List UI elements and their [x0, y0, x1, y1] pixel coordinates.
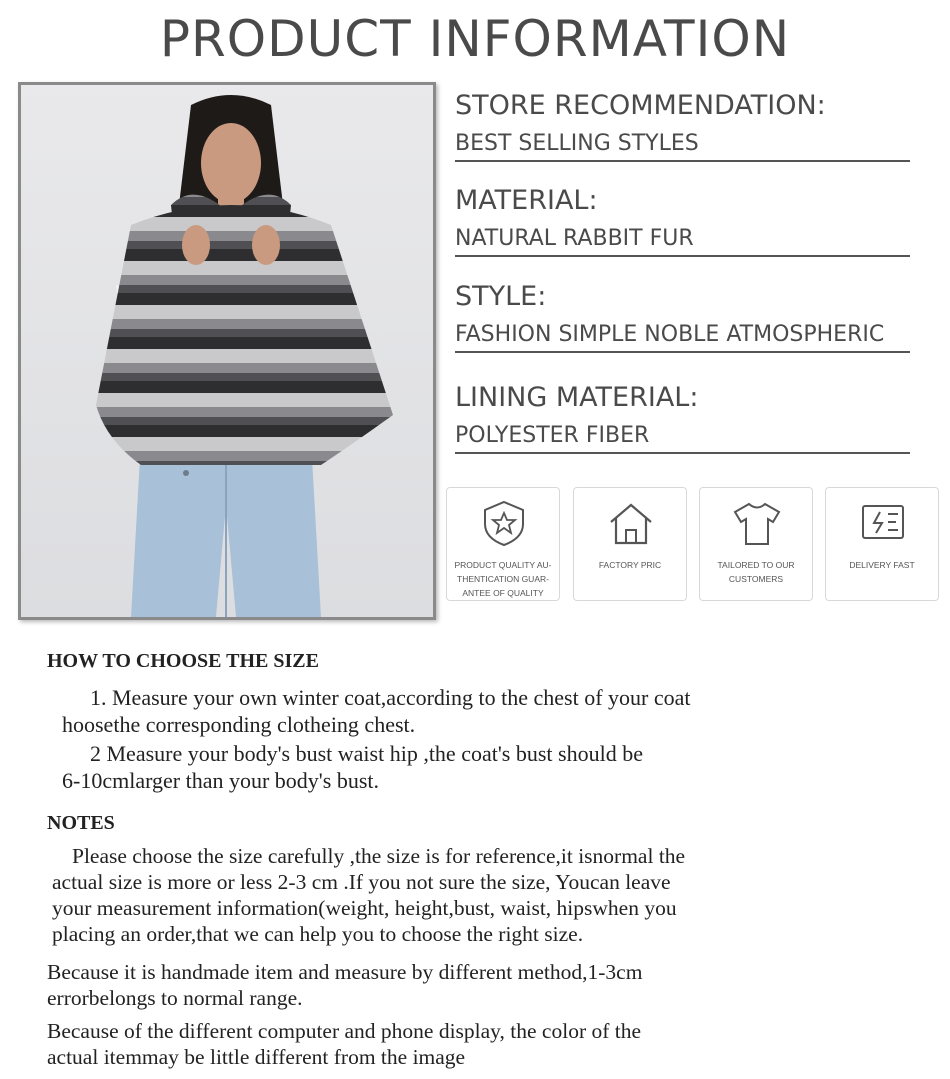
notes-line: placing an order,that we can help you to choose the right size. — [52, 922, 584, 946]
notes-line: your measurement information(weight, height,bust, waist, hipswhen you — [52, 896, 677, 920]
size-guide-line: hoosethe corresponding clotheing chest. — [62, 712, 416, 737]
size-guide-line: 2 Measure your body's bust waist hip ,the coat's bust should be — [90, 741, 643, 766]
detail-style — [455, 281, 935, 353]
detail-value: NATURAL RABBIT FUR — [455, 226, 910, 257]
notes-line: Please choose the size carefully ,the size is for reference,it isnormal the — [72, 844, 686, 868]
badge-text: FACTORY PRIC — [598, 560, 662, 570]
badge-quality-guarantee — [446, 487, 560, 601]
handmade-note-line: errorbelongs to normal range. — [47, 986, 303, 1010]
badge-text: PRODUCT QUALITY AU- THENTICATION GUAR- ANTEE OF QUALITY — [454, 560, 552, 598]
badge-text: TAILORED TO OUR CUSTOMERS — [717, 560, 795, 584]
detail-lining-material — [455, 382, 910, 454]
handmade-note-line: Because it is handmade item and measure by different method,1-3cm — [47, 960, 643, 984]
notes-line: actual size is more or less 2-3 cm .If you not sure the size, Youcan leave — [52, 870, 671, 894]
detail-label: MATERIAL: — [455, 185, 598, 216]
notes-heading: NOTES — [47, 812, 115, 834]
shield-star-icon — [479, 498, 529, 548]
display-note-line: Because of the different computer and phone display, the color of the — [47, 1019, 642, 1043]
detail-material — [455, 185, 910, 257]
detail-value: POLYESTER FIBER — [455, 423, 910, 454]
delivery-fast-icon — [858, 498, 908, 548]
detail-store-recommendation — [455, 90, 910, 162]
detail-value: BEST SELLING STYLES — [455, 131, 910, 162]
size-guide-heading: HOW TO CHOOSE THE SIZE — [47, 650, 319, 672]
detail-value: FASHION SIMPLE NOBLE ATMOSPHERIC — [455, 322, 910, 353]
size-guide-line: 1. Measure your own winter coat,according to the chest of your coat — [90, 685, 691, 710]
display-note-line: actual itemmay be little different from the image — [47, 1045, 466, 1069]
detail-label: STYLE: — [455, 281, 547, 312]
tshirt-icon — [732, 498, 782, 548]
badge-factory-price — [573, 487, 687, 601]
size-guide-line: 6-10cmlarger than your body's bust. — [62, 768, 380, 793]
badge-text: DELIVERY FAST — [849, 560, 915, 570]
page-title: PRODUCT INFORMATION — [159, 10, 791, 68]
detail-label: LINING MATERIAL: — [455, 382, 699, 413]
detail-label: STORE RECOMMENDATION: — [455, 90, 826, 121]
badge-delivery-fast — [825, 487, 939, 601]
model-wearing-fur-coat-image — [21, 85, 433, 617]
product-photo — [18, 82, 436, 620]
house-icon — [606, 498, 656, 548]
badge-tailored — [699, 487, 813, 601]
